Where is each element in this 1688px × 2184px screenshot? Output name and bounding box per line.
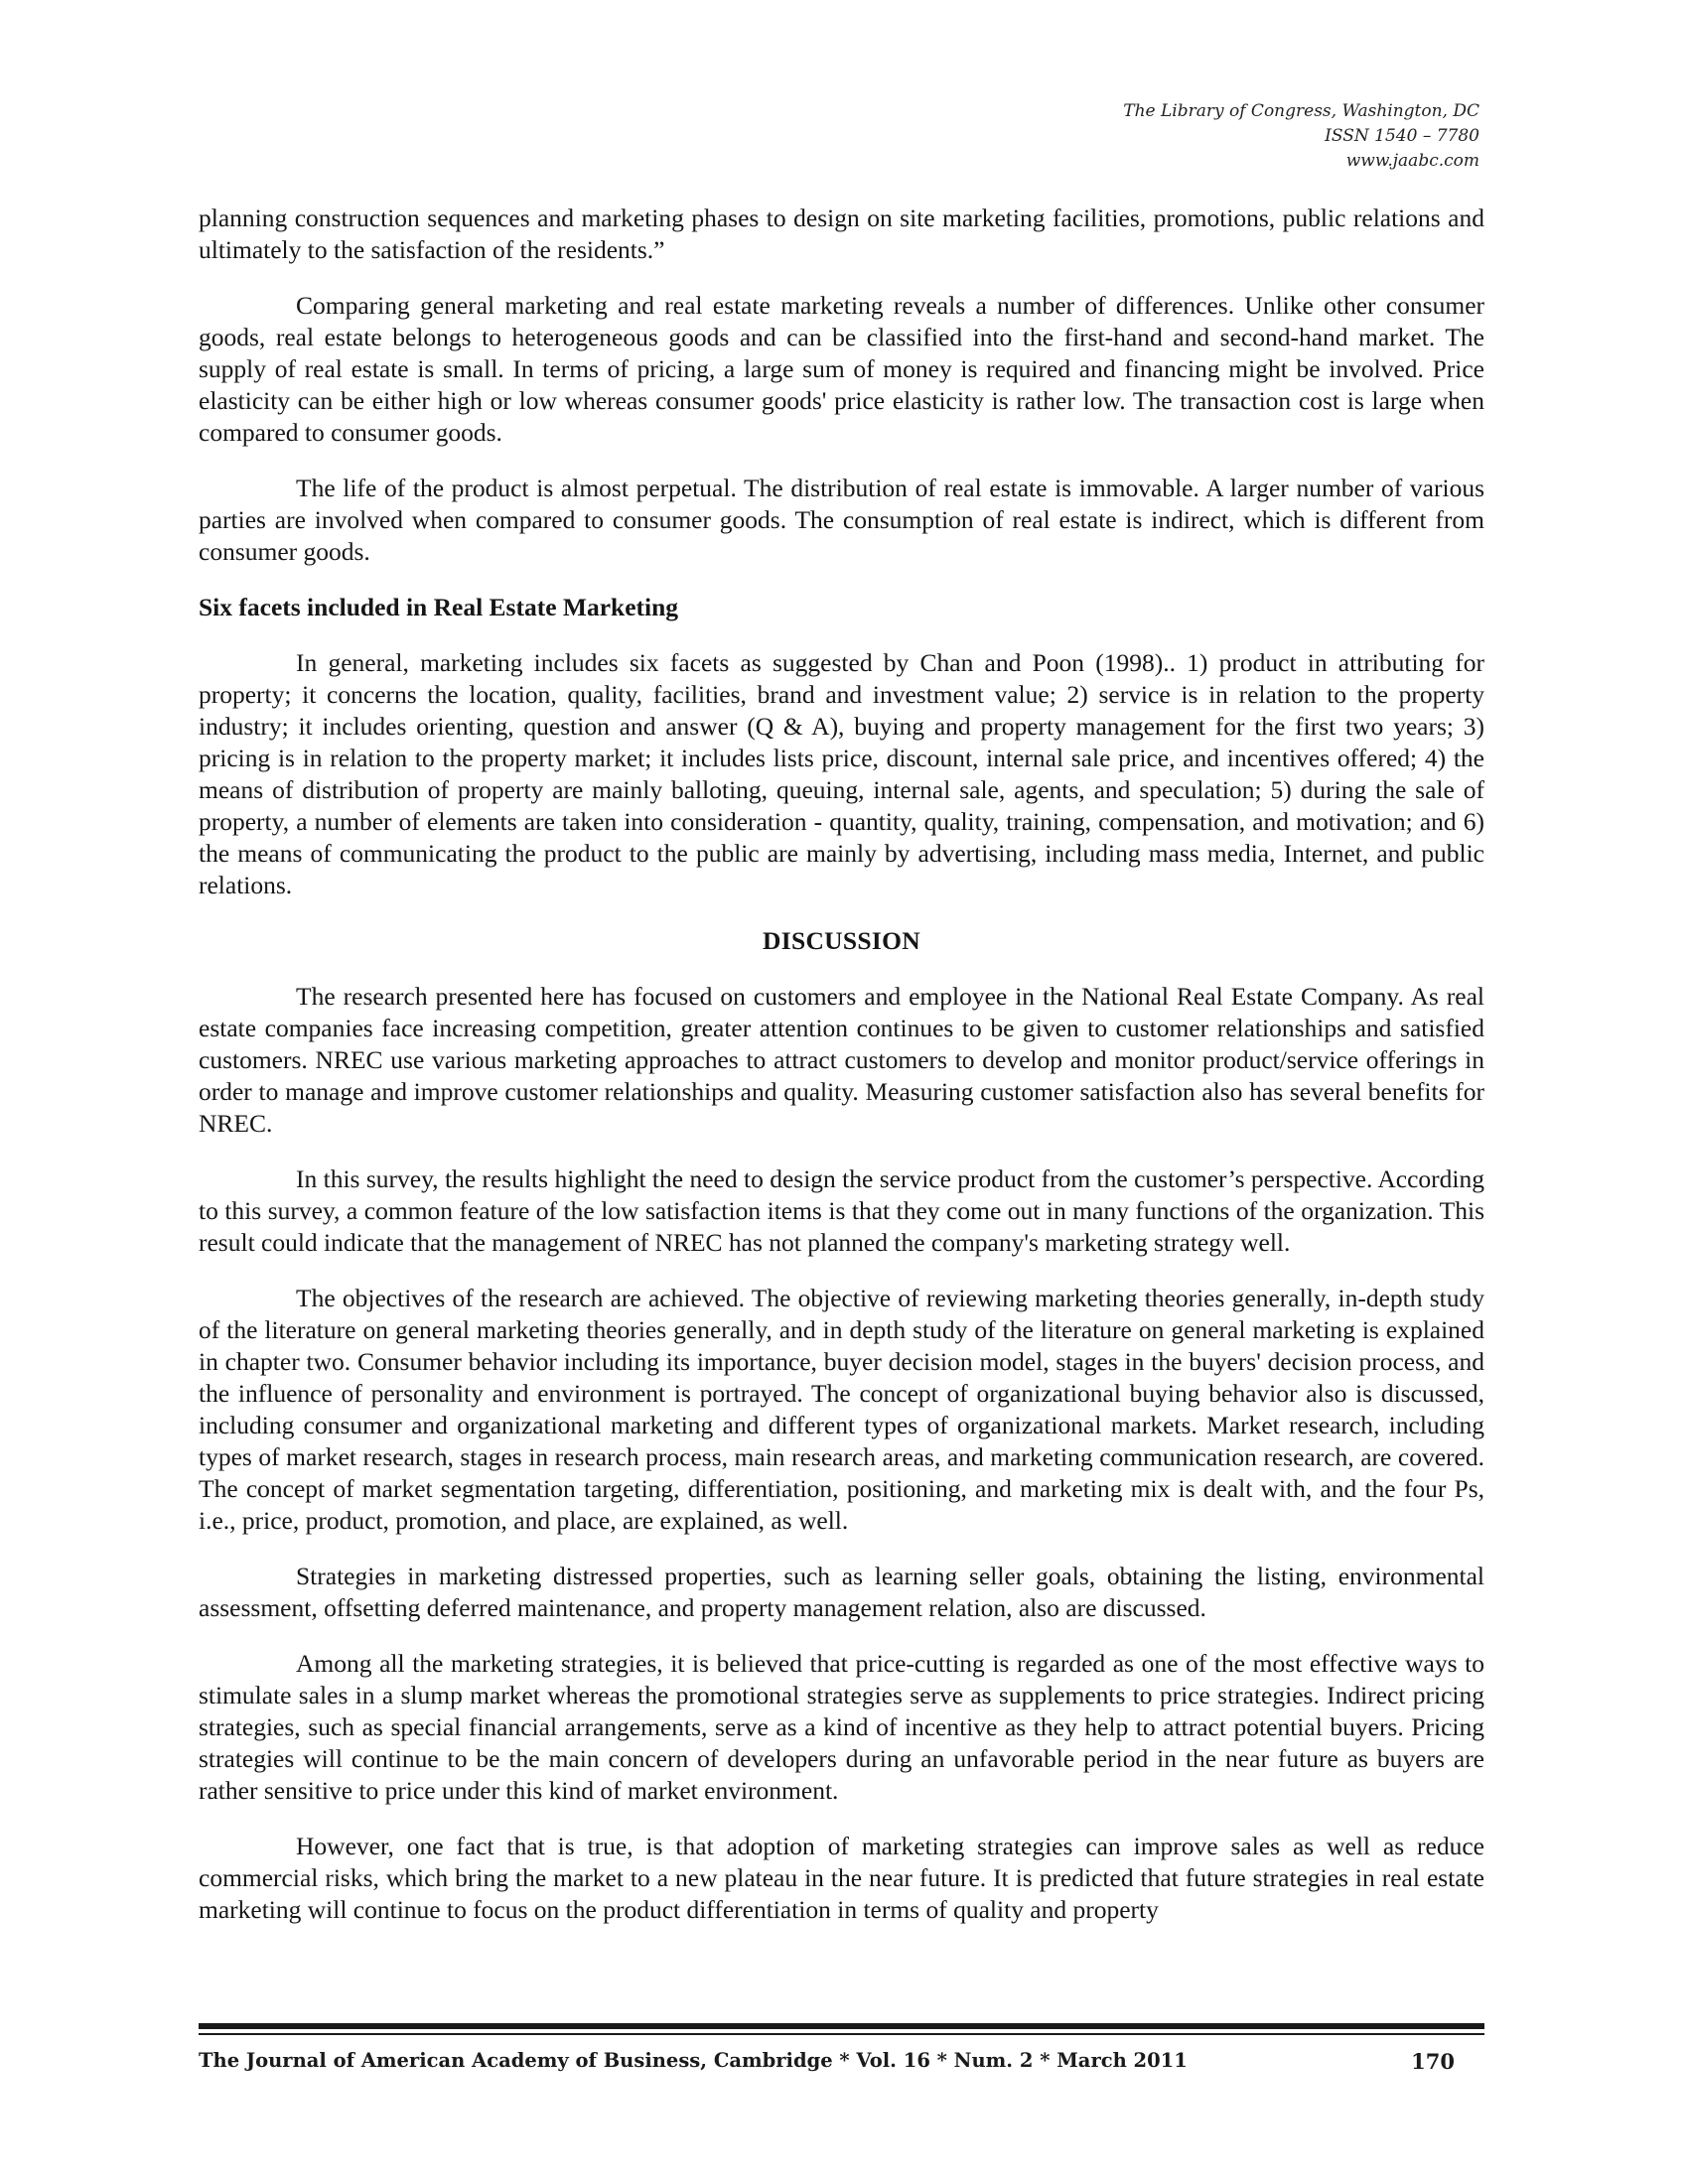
header-issn: ISSN 1540 – 7780 xyxy=(1325,126,1479,146)
subheading-six-facets: Six facets included in Real Estate Marketing xyxy=(199,593,679,621)
paragraph-product-life: The life of the product is almost perpetual. The distribution of real estate is immovable. A larger number of various parties are involved when compared to consumer goods. The consumption of real estate is indirect, which is different from consumer goods. xyxy=(199,474,1484,566)
paragraph-research-focus: The research presented here has focused on customers and employee in the National Real Estate Company. As real estate companies face increasing competition, greater attention continues to be given to customer relationships and satisfied customers. NREC use various marketing approaches to attract customers to develop and monitor product/service offerings in order to manage and improve customer relationships and quality. Measuring customer satisfaction also has several benefits for NREC. xyxy=(199,982,1484,1138)
paragraph-survey-results: In this survey, the results highlight the need to design the service product from the customer’s perspective. According to this survey, a common feature of the low satisfaction items is that they come out in many functions of the organization. This result could indicate that the management of NREC has not planned the company's marketing strategy well. xyxy=(199,1164,1484,1257)
paragraph-price-cutting: Among all the marketing strategies, it is believed that price-cutting is regarded as one of the most effective ways to stimulate sales in a slump market whereas the promotional strategies serve as supplements to price strategies. Indirect pricing strategies, such as special financial arrangements, serve as a kind of incentive as they help to attract potential buyers. Pricing strategies will continue to be the main concern of developers during an unfavorable period in the near future as buyers are rather sensitive to price under this kind of market environment. xyxy=(199,1649,1484,1805)
paragraph-objectives: The objectives of the research are achieved. The objective of reviewing marketing theories generally, in-depth study of the literature on general marketing theories generally, and in depth study of the literature on general marketing is explained in chapter two. Consumer behavior including its importance, buyer decision model, stages in the buyers' decision process, and the influence of personality and environment is portrayed. The concept of organizational buying behavior also is discussed, including consumer and organizational marketing and different types of organizational markets. Market research, including types of market research, stages in research process, main research areas, and marketing communication research, are covered. The concept of market segmentation targeting, differentiation, positioning, and marketing mix is dealt with, and the four Ps, i.e., price, product, promotion, and place, are explained, as well. xyxy=(199,1284,1484,1535)
paragraph-distressed-properties: Strategies in marketing distressed properties, such as learning seller goals, obtaining the listing, environmental assessment, offsetting deferred maintenance, and property management relation, also are discussed. xyxy=(199,1562,1484,1622)
paragraph-comparing-marketing: Comparing general marketing and real estate marketing reveals a number of differences. Unlike other consumer goods, real estate belongs to heterogeneous goods and can be classified into the first-hand and second-hand market. The supply of real estate is small. In terms of pricing, a large sum of money is required and financing might be involved. Price elasticity can be either high or low whereas consumer goods' price elasticity is rather low. The transaction cost is large when compared to consumer goods. xyxy=(199,291,1484,447)
running-header xyxy=(1123,99,1479,174)
footer-journal-citation: The Journal of American Academy of Business, Cambridge * Vol. 16 * Num. 2 * March 2011 xyxy=(199,2049,1188,2072)
footer-rule-thin xyxy=(199,2033,1484,2035)
section-title-discussion: DISCUSSION xyxy=(763,926,920,955)
article-body xyxy=(199,203,1484,1950)
paragraph-six-facets: In general, marketing includes six facets as suggested by Chan and Poon (1998).. 1) product in attributing for property; it concerns the location, quality, facilities, brand and investment value; 2) service is in relation to the property industry; it includes orienting, question and answer (Q & A), buying and property management for the first two years; 3) pricing is in relation to the property market; it includes lists price, discount, internal sale price, and incentives offered; 4) the means of distribution of property are mainly balloting, queuing, internal sale, agents, and speculation; 5) during the sale of property, a number of elements are taken into consideration - quantity, quality, training, compensation, and motivation; and 6) the means of communicating the product to the public are mainly by advertising, including mass media, Internet, and public relations. xyxy=(199,648,1484,899)
paragraph-future-strategies: However, one fact that is true, is that adoption of marketing strategies can improve sales as well as reduce commercial risks, which bring the market to a new plateau in the near future. It is predicted that future strategies in real estate marketing will continue to focus on the product differentiation in terms of quality and property xyxy=(199,1832,1484,1924)
header-library: The Library of Congress, Washington, DC xyxy=(1123,101,1479,121)
footer-rule-thick xyxy=(199,2023,1484,2029)
paragraph-continuation: planning construction sequences and marketing phases to design on site marketing facilities, promotions, public relations and ultimately to the satisfaction of the residents.” xyxy=(199,204,1484,264)
page-number: 170 xyxy=(1411,2049,1455,2074)
header-website: www.jaabc.com xyxy=(1345,151,1479,171)
